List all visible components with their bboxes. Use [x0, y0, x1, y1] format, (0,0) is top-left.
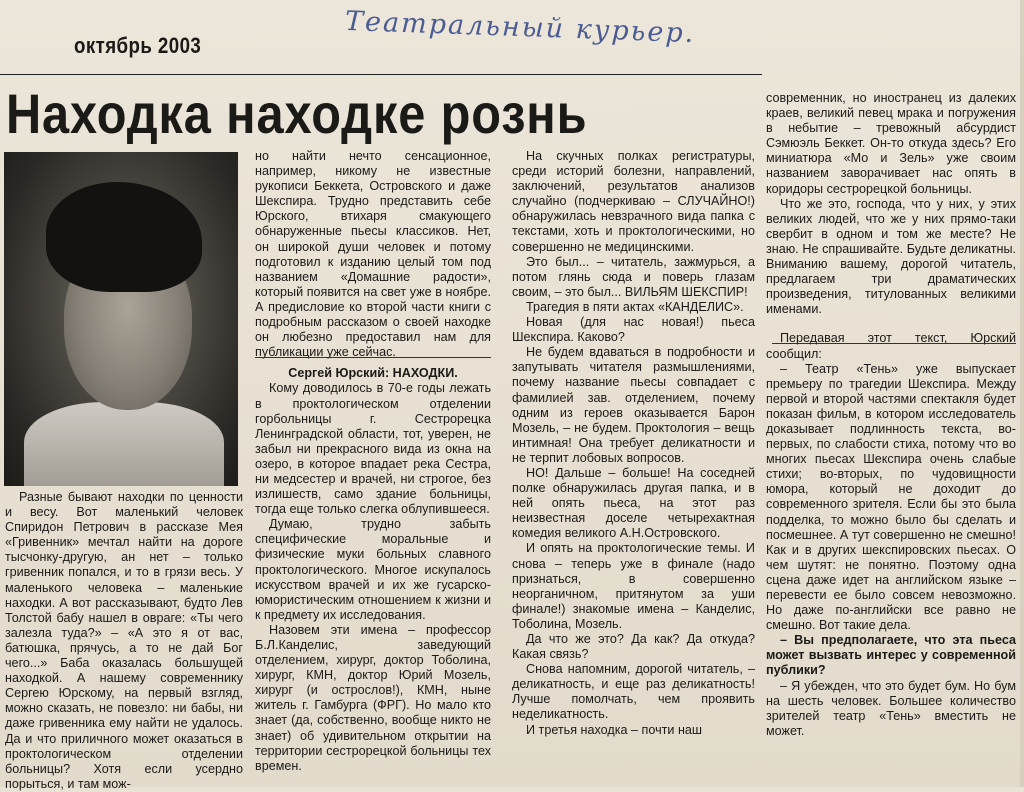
paragraph: Новая (для нас новая!) пьеса Шекспира. Каково? — [512, 315, 755, 345]
intro-paragraph: но найти нечто сенсационное, например, никому не известные рукописи Беккета, Островского и даже Шекспира. Трудно представить себе Юрского, втихаря смакующего обнаруженные пьесы классиков. Нет, он широкой души человек и потому подготовил к изданию целый том под названием «Домашние радости», который появится на свет уже в ноябре. А предисловие ко второй части книги с подробным рассказом о своей находке он любезно предоставил нам для публикации уже сейчас. — [255, 149, 491, 360]
paragraph: Кому доводилось в 70-е годы лежать в проктологическом отделении горбольницы г. Сестрорецка Ленинградской области, тот, уверен, не забыл ни прекрасного вида из окна на озеро, в которое впадает река Сестра, ни медсестер и врачей, ни строгое, без излишеств, само здание больницы, тогда еще только слегка облупившееся. — [255, 381, 491, 517]
paragraph: Да что же это? Да как? Да откуда? Какая связь? — [512, 632, 755, 662]
header-rule — [0, 74, 762, 75]
paragraph: И опять на проктологические темы. И снова – теперь уже в финале (надо признаться, в совершенно неорганичном, притянутом за уши финале!) знакомые имена – Канделис, Тоболина, Мозель. — [512, 541, 755, 631]
paragraph: Передавая этот текст, Юрский сообщил: — [766, 331, 1016, 361]
column-3 — [512, 149, 755, 738]
paragraph: Назовем эти имена – профессор Б.Л.Канделис, заведующий отделением, хирург, доктор Тоболина, хирург, КМН, доктор Юрий Мозель, хирург (и острослов!), КМН, ныне житель г. Гамбурга (ФРГ). Но мало кто знает (да, собственно, вообще никто не знает) об удивительном открытии на территории сестрорецкой больницы тех времен. — [255, 622, 491, 773]
paragraph: На скучных полках регистратуры, среди историй болезни, направлений, заключений, результатов анализов случайно (подчеркиваю – СЛУЧАЙНО!) обнаружилась невзрачного вида папка с текстами, хоть и проктологическими, но совершенно не медицинскими. — [512, 149, 755, 254]
paragraph: НО! Дальше – больше! На соседней полке обнаружилась другая папка, и в ней опять пьеса, на этот раз неизвестная доселе четырехактная комедия великого А.Н.Островского. — [512, 465, 755, 541]
issue-date: октябрь 2003 — [74, 33, 202, 58]
paragraph: Думаю, трудно забыть специфические моральные и физические муки больных славного проктологического. Многое искупалось искусством врачей и их же гусарско-юмористическим отношением к жизни и к предмету их исследования. — [255, 517, 491, 622]
paragraph: Не будем вдаваться в подробности и запутывать читателя размышлениями, почему название пьесы совпадает с фамилией зав. отделением, почему одним из героев оказывается Барон Мозель, – не будем. Проктология – вещь интимная! Она требует деликатности и не терпит лобовых вопросов. — [512, 345, 755, 465]
paragraph: современник, но иностранец из далеких краев, великий певец мрака и погружения в небытие – тревожный абсурдист Сэмюэль Беккет. Он-то откуда здесь? Его миниатюра «Мо и Зель» уже своим названием заворачивает нас опять в коридоры сестрорецкой больницы. — [766, 91, 1016, 196]
paragraph: Что же это, господа, что у них, у этих великих людей, что же у них прямо-таки свербит в одном и том же месте? Не знаю. Не спрашивайте. Будьте деликатны. Вниманию вашему, дорогой читатель, предлагаем три драматических произведения, титулованных великими именами. — [766, 196, 1016, 317]
paragraph: – Театр «Тень» уже выпускает премьеру по трагедии Шекспира. Между первой и второй частями спектакля будет показан фильм, в котором исследователь доказывает подлинность текста, во-первых, по слабости стиха, потому что во многих пьесах Шекспира очень слабые стихи; во-вторых, по чудовищности юмора, который не доходит до современного зрителя. Если бы это была подделка, то можно было бы сделать и посмешнее. А тут совершенно не смешно! Как и в других шекспировских пьесах. О чем шутят: не понятно. Поэтому одна сцена даже идет на английском языке – перевести ее было совсем невозможно. Но даже по-английски все равно не смешно. Вот такие дела. — [766, 361, 1016, 633]
paragraph: Снова напомним, дорогой читатель, – деликатность, и еще раз деликатность! Лучше помолчать, чем проявить неделикатность. — [512, 662, 755, 722]
article-headline: Находка находке рознь — [6, 82, 588, 145]
paragraph: Трагедия в пяти актах «КАНДЕЛИС». — [526, 299, 744, 314]
handwritten-note: Театральный курьер. — [344, 5, 696, 50]
column-divider — [772, 343, 1016, 344]
paragraph: Это был... – читатель, зажмурься, а потом глянь сюда и поверь глазам своим, – это был... ВИЛЬЯМ ШЕКСПИР! — [512, 254, 755, 299]
column-1 — [5, 490, 243, 792]
paper-edge — [1020, 0, 1024, 787]
author-byline: Сергей Юрский: НАХОДКИ. — [288, 366, 458, 381]
intro-divider — [255, 357, 491, 358]
column-2 — [255, 149, 491, 774]
interview-answer: – Я убежден, что это будет бум. Но бум на шесть человек. Большее количество зрителей театр «Тень» вместить не может. — [766, 678, 1016, 738]
paragraph: И третья находка – почти наш — [526, 722, 703, 737]
paragraph: Разные бывают находки по ценности и весу. Вот маленький человек Спиридон Петрович в рассказе Мея «Гривенник» мечтал найти на дороге тысчонку-другую, ан нет – только гривенник попался, и то в грязи весь. У маленького человека – маленькие находки. А вот рассказывают, будто Лев Толстой бабу нашел в овраге: «Ты чего залезла туда?» – «А это я от вас, батюшка, прячусь, а то не дай Бог чего...» Баба оказалась большущей находкой. А нашему современнику Сергею Юрскому, на первый взгляд, можно сказать, не повезло: ни бабы, ни даже гривенника ему найти не удалось. Да и что приличного может оказаться в проктологическом отделении больницы? Хотя если усердно порыться, и там мож- — [5, 490, 243, 791]
column-4 — [766, 91, 1016, 739]
interview-question: – Вы предполагаете, что эта пьеса может вызвать интерес у современной публики? — [766, 633, 1016, 678]
author-photo — [4, 152, 238, 486]
